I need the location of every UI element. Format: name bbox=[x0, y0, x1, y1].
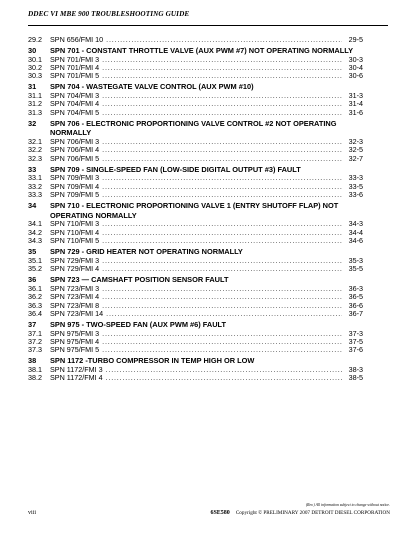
toc-number: 31 bbox=[28, 82, 37, 92]
dot-leader bbox=[102, 155, 342, 163]
toc-number: 31.3 bbox=[28, 107, 42, 117]
header-rule bbox=[28, 25, 388, 26]
toc-title: SPN 1172/FMI 3 bbox=[50, 365, 103, 375]
dot-leader bbox=[102, 302, 342, 310]
toc-page-number: 36-5 bbox=[348, 292, 363, 302]
toc-title: SPN 723/FMI 3 bbox=[50, 283, 100, 293]
toc-title: SPN 704/FMI 4 bbox=[50, 99, 100, 109]
dot-leader bbox=[102, 257, 342, 265]
toc-title: SPN 709/FMI 3 bbox=[50, 173, 100, 183]
toc-number: 38.2 bbox=[28, 373, 42, 383]
toc-title: SPN 975/FMI 3 bbox=[50, 328, 100, 338]
toc-entry bbox=[28, 36, 363, 44]
dot-leader bbox=[102, 109, 342, 117]
toc-entry bbox=[28, 265, 363, 273]
toc-page-number: 36-3 bbox=[348, 283, 363, 293]
toc-number: 29.2 bbox=[28, 35, 42, 44]
dot-leader bbox=[102, 183, 342, 191]
footer-doc-id: 6SE580 bbox=[210, 510, 230, 516]
toc-title: SPN 706 - ELECTRONIC PROPORTIONING VALVE CONTROL #2 NOT OPERATING NORMALLY bbox=[50, 118, 337, 138]
toc-number: 36 bbox=[28, 275, 37, 285]
toc-number: 32 bbox=[28, 118, 37, 128]
toc-title: SPN 706/FMI 3 bbox=[50, 137, 100, 146]
toc-title: SPN 704/FMI 5 bbox=[50, 107, 100, 117]
toc-page-number: 33-5 bbox=[348, 181, 363, 191]
toc-title: SPN 710 - ELECTRONIC PROPORTIONING VALVE 1 (ENTRY SHUTOFF FLAP) NOT OPERATING NORMALLY bbox=[50, 201, 339, 220]
dot-leader bbox=[102, 191, 342, 199]
toc-number: 34.2 bbox=[28, 227, 42, 237]
toc-page-number: 32-3 bbox=[348, 137, 363, 146]
toc-number: 38 bbox=[28, 356, 37, 366]
dot-leader bbox=[102, 100, 342, 108]
toc-number: 37.3 bbox=[28, 345, 42, 355]
toc-page-number: 35-5 bbox=[348, 264, 363, 274]
toc-page-number: 30-6 bbox=[348, 71, 363, 81]
toc-section-heading bbox=[28, 201, 363, 220]
dot-leader bbox=[102, 265, 342, 273]
toc-title: SPN 701 - CONSTANT THROTTLE VALVE (AUX PWM #7) NOT OPERATING NORMALLY bbox=[50, 46, 354, 55]
dot-leader bbox=[106, 366, 342, 374]
toc-entry bbox=[28, 346, 363, 354]
toc-page-number: 34-3 bbox=[348, 219, 363, 229]
footer-page-number: viii bbox=[28, 510, 37, 516]
toc-page-number: 36-6 bbox=[348, 300, 363, 310]
toc-page-number: 33-3 bbox=[348, 173, 363, 183]
toc-entry bbox=[28, 237, 363, 245]
toc-entry bbox=[28, 72, 363, 80]
toc-number: 34.1 bbox=[28, 219, 42, 229]
toc-title: SPN 723/FMI 14 bbox=[50, 309, 104, 319]
toc-title: SPN 723 — CAMSHAFT POSITION SENSOR FAULT bbox=[50, 275, 229, 285]
footer-copyright-line bbox=[150, 510, 390, 516]
toc-number: 31.2 bbox=[28, 99, 42, 109]
toc-number: 37.1 bbox=[28, 328, 42, 338]
toc-title: SPN 701/FMI 5 bbox=[50, 71, 100, 81]
toc-number: 36.1 bbox=[28, 283, 42, 293]
toc-page-number: 31-3 bbox=[348, 91, 363, 100]
toc-number: 30.3 bbox=[28, 71, 42, 81]
toc-number: 35.1 bbox=[28, 255, 42, 265]
dot-leader bbox=[102, 64, 342, 72]
toc-title: SPN 701/FMI 4 bbox=[50, 63, 100, 72]
toc-number: 35.2 bbox=[28, 264, 42, 274]
toc-number: 30.2 bbox=[28, 63, 42, 72]
dot-leader bbox=[102, 92, 342, 100]
toc-section-heading bbox=[28, 119, 363, 138]
toc-entry bbox=[28, 109, 363, 117]
dot-leader bbox=[102, 229, 342, 237]
toc-page-number: 38-3 bbox=[348, 365, 363, 375]
toc-title: SPN 729/FMI 3 bbox=[50, 255, 100, 265]
toc-title: SPN 706/FMI 5 bbox=[50, 153, 100, 163]
toc-entry bbox=[28, 374, 363, 382]
footer-copyright: Copyright © PRELIMINARY 2007 DETROIT DIESEL CORPORATION bbox=[235, 510, 390, 516]
dot-leader bbox=[102, 220, 342, 228]
toc-page-number: 37-3 bbox=[348, 328, 363, 338]
toc-title: SPN 701/FMI 3 bbox=[50, 54, 100, 64]
dot-leader bbox=[102, 237, 342, 245]
toc-page-number: 31-6 bbox=[348, 107, 363, 117]
toc-title: SPN 709/FMI 5 bbox=[50, 190, 100, 200]
toc-number: 36.2 bbox=[28, 292, 42, 302]
toc-title: SPN 656/FMI 10 bbox=[50, 35, 104, 44]
dot-leader bbox=[102, 293, 342, 301]
toc-number: 37 bbox=[28, 320, 37, 330]
toc-title: SPN 723/FMI 4 bbox=[50, 292, 100, 302]
toc-title: SPN 975/FMI 5 bbox=[50, 345, 100, 355]
toc-number: 31.1 bbox=[28, 91, 42, 100]
toc-title: SPN 710/FMI 3 bbox=[50, 219, 100, 229]
toc-title: SPN 729 - GRID HEATER NOT OPERATING NORMALLY bbox=[50, 247, 243, 257]
dot-leader bbox=[102, 174, 342, 182]
toc-page-number: 33-6 bbox=[348, 190, 363, 200]
toc-title: SPN 709 - SINGLE-SPEED FAN (LOW-SIDE DIGITAL OUTPUT #3) FAULT bbox=[50, 164, 301, 174]
toc-page-number: 31-4 bbox=[348, 99, 363, 109]
dot-leader bbox=[102, 146, 342, 154]
toc-page-number: 38-5 bbox=[348, 373, 363, 383]
dot-leader bbox=[102, 72, 342, 80]
toc-page-number: 34-6 bbox=[348, 236, 363, 246]
dot-leader bbox=[102, 138, 342, 146]
toc-entry bbox=[28, 191, 363, 199]
toc-title: SPN 975 - TWO-SPEED FAN (AUX PWM #6) FAULT bbox=[50, 320, 227, 330]
dot-leader bbox=[102, 56, 342, 64]
toc-entry bbox=[28, 310, 363, 318]
toc-page-number: 34-4 bbox=[348, 227, 363, 237]
toc-title: SPN 1172/FMI 4 bbox=[50, 373, 103, 383]
toc-number: 36.3 bbox=[28, 300, 42, 310]
toc-number: 33.2 bbox=[28, 181, 42, 191]
toc-page-number: 30-3 bbox=[348, 54, 363, 64]
dot-leader bbox=[106, 310, 342, 318]
toc-page-number: 32-7 bbox=[348, 153, 363, 163]
toc-page-number: 36-7 bbox=[348, 309, 363, 319]
toc-number: 33.3 bbox=[28, 190, 42, 200]
page-header-title: DDEC VI MBE 900 TROUBLESHOOTING GUIDE bbox=[28, 10, 190, 18]
toc-number: 33.1 bbox=[28, 173, 42, 183]
toc-title: SPN 723/FMI 8 bbox=[50, 300, 100, 310]
toc-page-number: 37-6 bbox=[348, 345, 363, 355]
toc-number: 38.1 bbox=[28, 365, 42, 375]
dot-leader bbox=[102, 285, 342, 293]
dot-leader bbox=[106, 374, 342, 382]
toc-number: 35 bbox=[28, 247, 37, 257]
toc-title: SPN 704 - WASTEGATE VALVE CONTROL (AUX PWM #10) bbox=[50, 82, 254, 92]
toc-title: SPN 710/FMI 4 bbox=[50, 227, 100, 237]
toc-number: 30 bbox=[28, 46, 37, 55]
toc-title: SPN 729/FMI 4 bbox=[50, 264, 100, 274]
toc-entry bbox=[28, 155, 363, 163]
toc-number: 32.3 bbox=[28, 153, 42, 163]
toc-title: SPN 975/FMI 4 bbox=[50, 337, 100, 347]
toc-page-number: 29-5 bbox=[348, 35, 363, 44]
toc-number: 36.4 bbox=[28, 309, 42, 319]
toc-number: 30.1 bbox=[28, 54, 42, 64]
toc-number: 33 bbox=[28, 164, 37, 174]
toc-title: SPN 710/FMI 5 bbox=[50, 236, 100, 246]
toc-number: 37.2 bbox=[28, 337, 42, 347]
toc-page-number: 35-3 bbox=[348, 255, 363, 265]
toc-page-number: 32-5 bbox=[348, 145, 363, 155]
footer-notice: (Rev.) All information subject to change without notice. bbox=[305, 503, 390, 507]
toc-number: 34.3 bbox=[28, 236, 42, 246]
dot-leader bbox=[102, 346, 342, 354]
toc-title: SPN 709/FMI 4 bbox=[50, 181, 100, 191]
dot-leader bbox=[106, 36, 342, 44]
toc-number: 34 bbox=[28, 201, 37, 211]
toc-page-number: 37-5 bbox=[348, 337, 363, 347]
toc-title: SPN 704/FMI 3 bbox=[50, 91, 100, 100]
dot-leader bbox=[102, 338, 342, 346]
toc-number: 32.2 bbox=[28, 145, 42, 155]
toc-title: SPN 706/FMI 4 bbox=[50, 145, 100, 155]
toc-number: 32.1 bbox=[28, 137, 42, 146]
toc-page-number: 30-4 bbox=[348, 63, 363, 72]
toc-title: SPN 1172 -TURBO COMPRESSOR IN TEMP HIGH OR LOW bbox=[50, 356, 255, 366]
table-of-contents bbox=[28, 36, 363, 383]
dot-leader bbox=[102, 330, 342, 338]
